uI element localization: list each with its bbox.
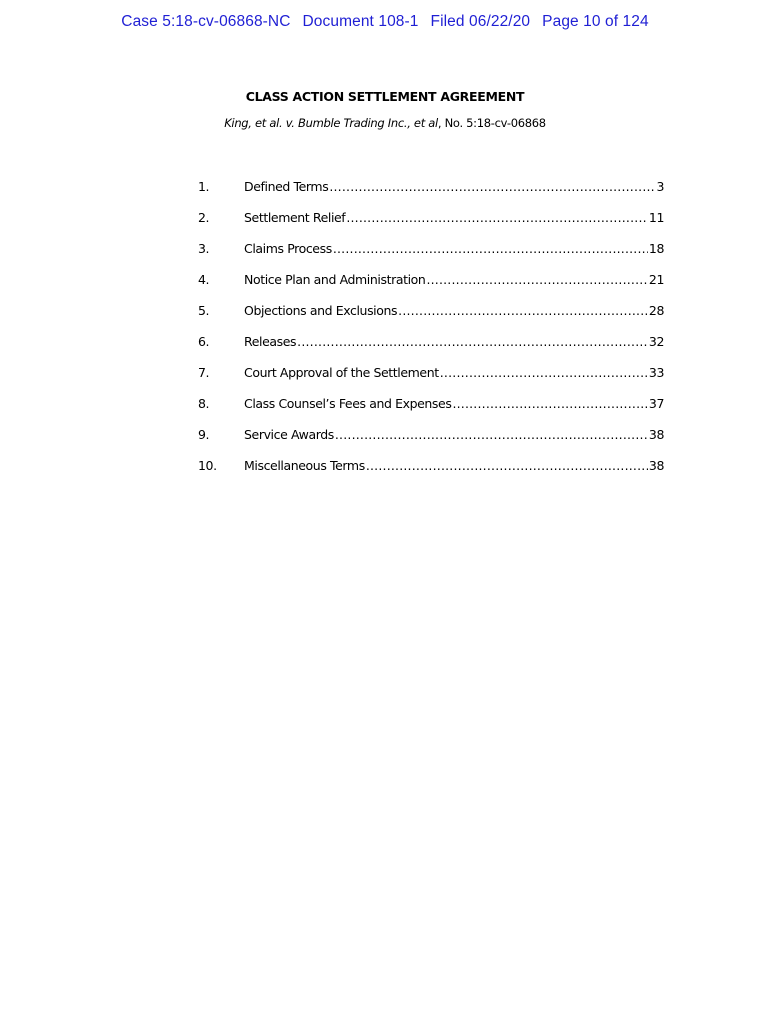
toc-entry-number: 10. <box>198 458 217 473</box>
toc-dot-leader <box>297 334 648 349</box>
toc-entry-number: 6. <box>198 334 210 349</box>
toc-entry-number: 7. <box>198 365 210 380</box>
filed-date: Filed 06/22/20 <box>430 13 531 30</box>
toc-entry-page: 11 <box>648 210 664 225</box>
toc-entry[interactable] <box>198 427 664 458</box>
toc-entry-label: Defined Terms <box>244 179 329 194</box>
toc-entry-number: 8. <box>198 396 210 411</box>
document-subtitle <box>0 116 770 130</box>
case-number: Case 5:18-cv-06868-NC <box>121 13 291 30</box>
document-title: CLASS ACTION SETTLEMENT AGREEMENT <box>245 89 525 104</box>
toc-dot-leader <box>440 365 648 380</box>
toc-dot-leader <box>335 427 648 442</box>
toc-entry-label: Settlement Relief <box>244 210 346 225</box>
toc-entry-page: 38 <box>648 458 664 473</box>
toc-entry-label: Releases <box>244 334 297 349</box>
toc-entry-page: 3 <box>656 179 664 194</box>
toc-entry-page: 37 <box>648 396 664 411</box>
toc-entry-page: 33 <box>648 365 664 380</box>
toc-dot-leader <box>398 303 648 318</box>
toc-entry-page: 21 <box>648 272 664 287</box>
toc-entry-label: Service Awards <box>244 427 334 442</box>
case-name: King, et al. v. Bumble Trading Inc., et al <box>224 116 438 130</box>
toc-entry-label: Class Counsel’s Fees and Expenses <box>244 396 452 411</box>
toc-dot-leader <box>346 210 648 225</box>
toc-entry-page: 38 <box>648 427 664 442</box>
toc-entry[interactable] <box>198 210 664 241</box>
toc-entry[interactable] <box>198 241 664 272</box>
toc-dot-leader <box>426 272 647 287</box>
toc-entry-label: Objections and Exclusions <box>244 303 398 318</box>
toc-entry[interactable] <box>198 179 664 210</box>
toc-entry-page: 28 <box>648 303 664 318</box>
toc-entry[interactable] <box>198 272 664 303</box>
court-filing-header <box>0 13 770 31</box>
toc-entry-page: 32 <box>648 334 664 349</box>
toc-entry[interactable] <box>198 334 664 365</box>
toc-entry-number: 1. <box>198 179 210 194</box>
toc-entry-number: 4. <box>198 272 210 287</box>
toc-entry[interactable] <box>198 365 664 396</box>
toc-entry[interactable] <box>198 396 664 427</box>
toc-entry-number: 9. <box>198 427 210 442</box>
toc-dot-leader <box>329 179 655 194</box>
case-number-reference: , No. 5:18-cv-06868 <box>437 116 546 130</box>
toc-entry-number: 2. <box>198 210 210 225</box>
toc-entry-label: Miscellaneous Terms <box>244 458 365 473</box>
toc-dot-leader <box>452 396 647 411</box>
toc-entry-page: 18 <box>648 241 664 256</box>
toc-entry-number: 5. <box>198 303 210 318</box>
toc-dot-leader <box>366 458 648 473</box>
page-indicator: Page 10 of 124 <box>542 13 649 30</box>
toc-entry-number: 3. <box>198 241 210 256</box>
document-number: Document 108-1 <box>302 13 419 30</box>
toc-entry-label: Notice Plan and Administration <box>244 272 426 287</box>
toc-entry[interactable] <box>198 303 664 334</box>
table-of-contents <box>198 179 664 489</box>
toc-entry[interactable] <box>198 458 664 489</box>
toc-dot-leader <box>333 241 648 256</box>
toc-entry-label: Claims Process <box>244 241 332 256</box>
toc-entry-label: Court Approval of the Settlement <box>244 365 439 380</box>
